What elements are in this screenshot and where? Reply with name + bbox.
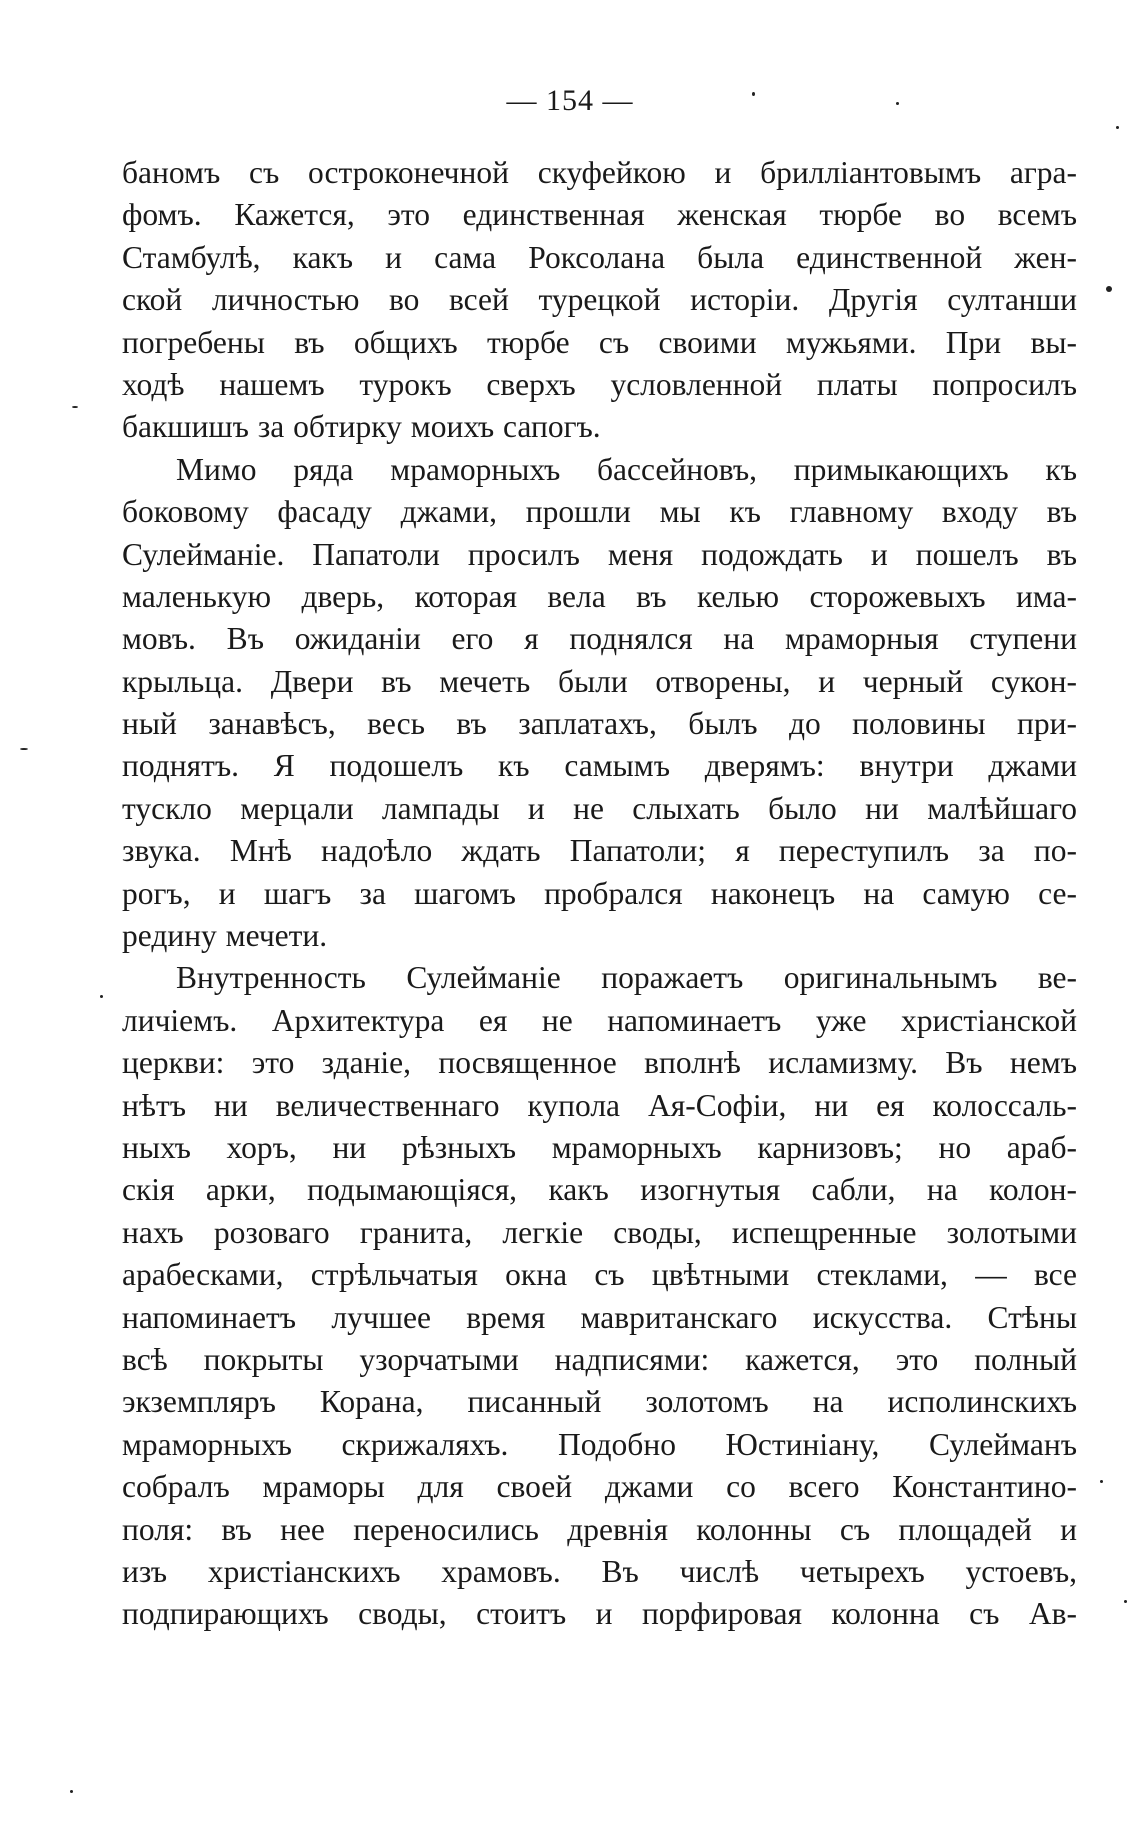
text-line: бакшишъ за обтирку моихъ сапогъ. [122, 409, 601, 445]
scan-speck [1100, 1480, 1103, 1483]
text-line: рогъ, и шагъ за шагомъ пробрался наконецъ на самую се- [122, 875, 1077, 911]
text-line: всѣ покрыты узорчатыми надписями: кажется, это полный [122, 1341, 1077, 1377]
scan-speck [1124, 1600, 1127, 1603]
scan-speck [70, 1790, 73, 1793]
text-line: нѣтъ ни величественнаго купола Ая-Софіи, ни ея колоссаль- [122, 1087, 1077, 1123]
scan-speck [1116, 126, 1119, 129]
text-line: баномъ съ остроконечной скуфейкою и брилліантовымъ агра- [122, 155, 1077, 190]
text-line: поля: въ нее переносились древнія колонны съ площадей и [122, 1511, 1077, 1547]
text-line: маленькую дверь, которая вела въ келью сторожевыхъ има- [122, 578, 1077, 614]
text-line: нахъ розоваго гранита, легкіе своды, испещренные золотыми [122, 1214, 1077, 1250]
text-line: экземпляръ Корана, писанный золотомъ на исполинскихъ [122, 1384, 1077, 1420]
text-line: ныхъ хоръ, ни рѣзныхъ мраморныхъ карнизовъ; но араб- [122, 1129, 1077, 1165]
text-line: собралъ мраморы для своей джами со всего Константино- [122, 1469, 1077, 1505]
text-line: ходѣ нашемъ турокъ сверхъ условленной платы попросилъ [122, 366, 1077, 402]
paragraph-start-line: Мимо ряда мраморныхъ бассейновъ, примыкающихъ къ [176, 451, 1077, 487]
scan-speck [20, 748, 28, 750]
text-line: изъ христіанскихъ храмовъ. Въ числѣ четырехъ устоевъ, [122, 1553, 1077, 1589]
text-line: Сулейманіе. Папатоли просилъ меня подождать и пошелъ въ [122, 536, 1077, 572]
text-line: крыльца. Двери въ мечеть были отворены, и черный сукон- [122, 663, 1077, 699]
text-line: поднятъ. Я подошелъ къ самымъ дверямъ: внутри джами [122, 748, 1077, 784]
text-line: скія арки, подымающіяся, какъ изогнутыя сабли, на колон- [122, 1172, 1077, 1208]
paragraph-start-line: Внутренность Сулейманіе поражаетъ оригинальнымъ ве- [176, 960, 1077, 996]
text-line: мраморныхъ скрижаляхъ. Подобно Юстиніану, Сулейманъ [122, 1426, 1077, 1462]
text-line: звука. Мнѣ надоѣло ждать Папатоли; я переступилъ за по- [122, 833, 1077, 869]
text-line: тускло мерцали лампады и не слыхать было ни малѣйшаго [122, 790, 1077, 826]
text-line: напоминаетъ лучшее время мавританскаго искусства. Стѣны [122, 1299, 1077, 1335]
text-line: мовъ. Въ ожиданіи его я поднялся на мраморныя ступени [122, 621, 1077, 657]
text-line: ской личностью во всей турецкой исторіи. Другія султанши [122, 282, 1077, 318]
text-line: ный занавѣсъ, весь въ заплатахъ, былъ до половины при- [122, 706, 1077, 742]
text-line: Стамбулѣ, какъ и сама Роксолана была единственной жен- [122, 239, 1077, 275]
text-line: церкви: это зданіе, посвященное вполнѣ исламизму. Въ немъ [122, 1045, 1077, 1081]
text-line: погребены въ общихъ тюрбе съ своими мужьями. При вы- [122, 324, 1077, 360]
body-text [122, 152, 1077, 1636]
scan-speck [100, 995, 103, 998]
text-line: подпирающихъ своды, стоитъ и порфировая колонна съ Ав- [122, 1596, 1077, 1632]
scan-speck [1106, 286, 1112, 292]
scan-speck [72, 406, 78, 408]
scan-speck [752, 92, 755, 96]
text-line: арабесками, стрѣльчатыя окна съ цвѣтными стеклами, — все [122, 1257, 1077, 1293]
text-line: редину мечети. [122, 918, 328, 954]
text-line: боковому фасаду джами, прошли мы къ главному входу въ [122, 494, 1077, 530]
text-line: личіемъ. Архитектура ея не напоминаетъ уже христіанской [122, 1002, 1077, 1038]
page-number: — 154 — [506, 84, 634, 117]
scan-speck [896, 102, 899, 105]
text-line: фомъ. Кажется, это единственная женская тюрбе во всемъ [122, 197, 1077, 233]
